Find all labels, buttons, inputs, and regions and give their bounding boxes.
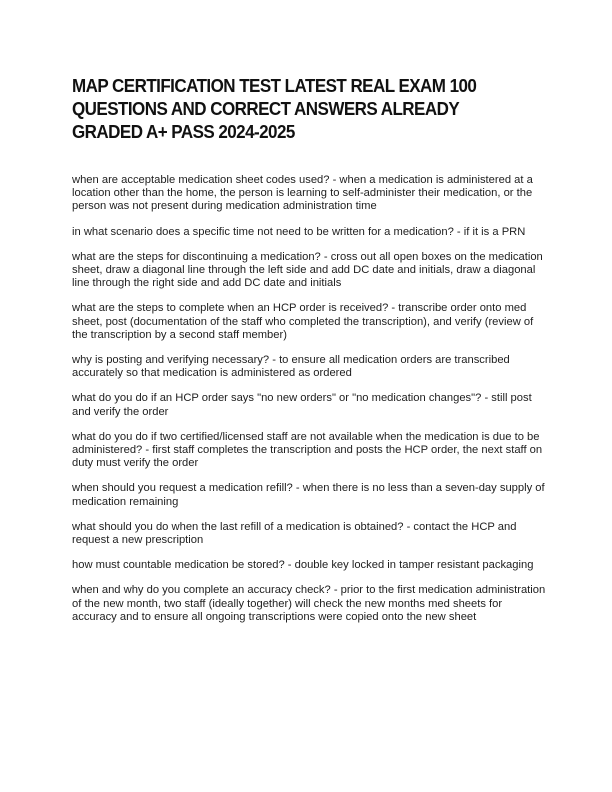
qa-item: what are the steps for discontinuing a medication? - cross out all open boxes on the medication sheet, draw a diagonal line through the left side and add DC date and initials, draw a diagonal line through the right side and add DC date and initials <box>72 250 543 290</box>
qa-item: how must countable medication be stored? - double key locked in tamper resistant packaging <box>72 559 534 572</box>
qa-item: what do you do if an HCP order says "no new orders" or "no medication changes"? - still post and verify the order <box>72 392 532 418</box>
qa-item: what do you do if two certified/licensed staff are not available when the medication is due to be administered? - first staff completes the transcription and posts the HCP order, the next staff on duty must verify the order <box>72 430 543 470</box>
qa-item: what are the steps to complete when an HCP order is received? - transcribe order onto med sheet, post (documentation of the staff who completed the transcription), and verify (review of the transcription by a second staff member) <box>72 302 534 341</box>
qa-item: when and why do you complete an accuracy check? - prior to the first medication administration of the new month, two staff (ideally together) will check the new months med sheets for accuracy and to ensure all ongoing transcriptions were copied onto the new sheet <box>72 584 546 623</box>
qa-item: when should you request a medication refill? - when there is no less than a seven-day supply of medication remaining <box>72 482 545 508</box>
qa-item: why is posting and verifying necessary? - to ensure all medication orders are transcribed accurately so that medication is administered as ordered <box>72 354 510 380</box>
qa-item: what should you do when the last refill of a medication is obtained? - contact the HCP and request a new prescription <box>72 520 517 547</box>
qa-item: in what scenario does a specific time not need to be written for a medication? - if it is a PRN <box>72 225 526 238</box>
document-title: MAP CERTIFICATION TEST LATEST REAL EXAM 100 QUESTIONS AND CORRECT ANSWERS ALREADY GRADED A+ PASS 2024-2025 <box>72 75 477 142</box>
qa-item: when are acceptable medication sheet codes used? - when a medication is administered at a location other than the home, the person is learning to self-administer their medication, or the person was not present during medication administration time <box>72 174 533 213</box>
qa-list <box>72 174 546 636</box>
